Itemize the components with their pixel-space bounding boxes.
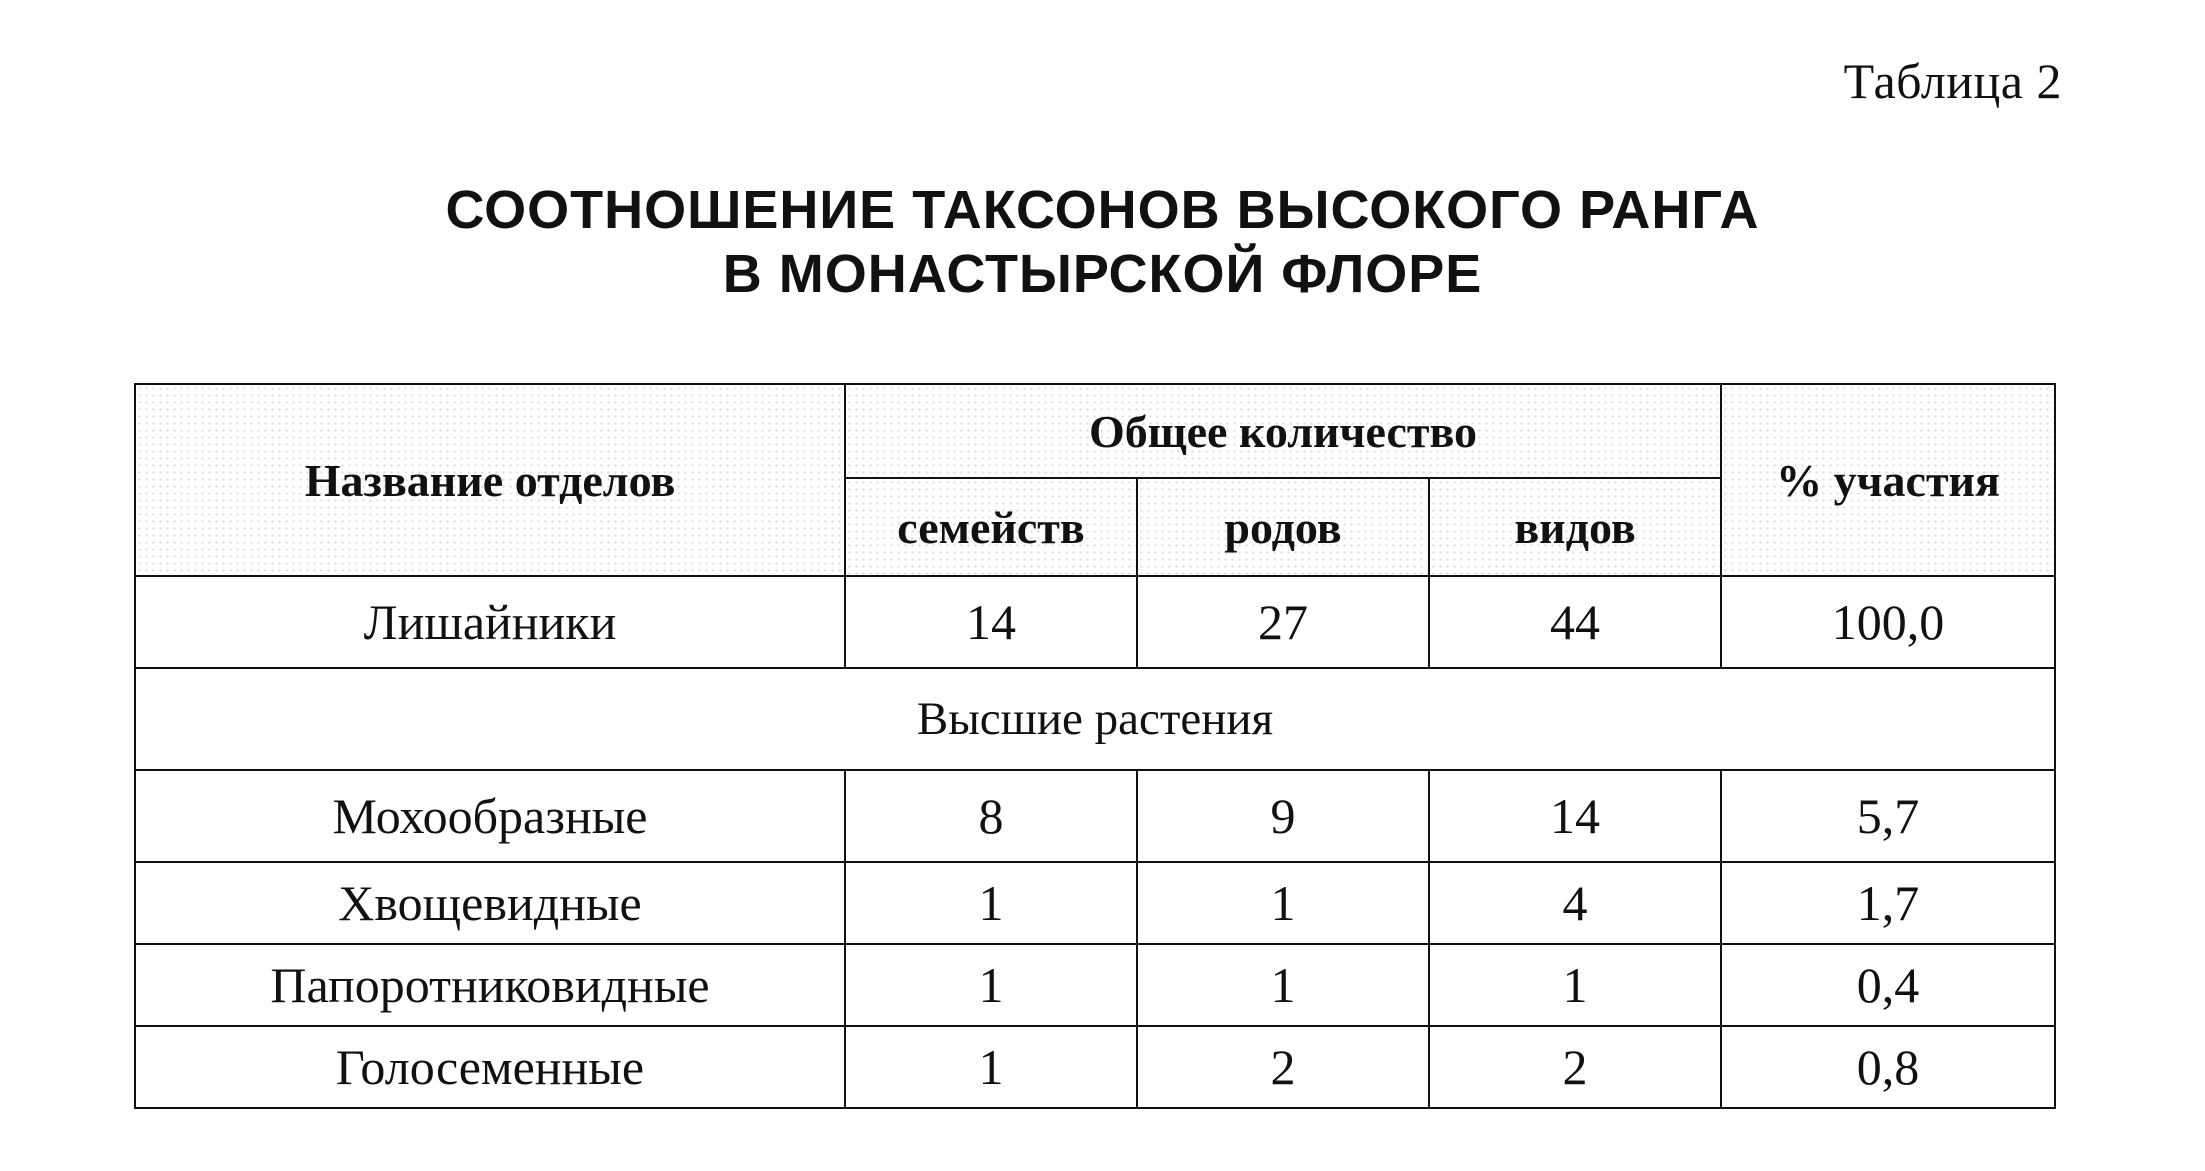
- row-name: Хвощевидные: [135, 862, 845, 944]
- row-families: 8: [845, 770, 1137, 862]
- row-species: 1: [1429, 944, 1721, 1026]
- row-name: Папоротниковидные: [135, 944, 845, 1026]
- header-families: семейств: [845, 478, 1137, 576]
- table-row: [135, 770, 2055, 862]
- row-percent: 100,0: [1721, 576, 2055, 668]
- section-title: Высшие растения: [135, 668, 2055, 770]
- row-species: 44: [1429, 576, 1721, 668]
- section-header-row: [135, 668, 2055, 770]
- header-percent: % участия: [1721, 384, 2055, 576]
- table-row: [135, 944, 2055, 1026]
- row-species: 4: [1429, 862, 1721, 944]
- table-row: [135, 862, 2055, 944]
- table-row: [135, 1026, 2055, 1108]
- row-percent: 5,7: [1721, 770, 2055, 862]
- row-name: Голосеменные: [135, 1026, 845, 1108]
- row-species: 14: [1429, 770, 1721, 862]
- header-species: видов: [1429, 478, 1721, 576]
- header-row-top: [135, 384, 2055, 478]
- table-row: [135, 576, 2055, 668]
- taxa-table: [134, 383, 2056, 1109]
- row-genera: 9: [1137, 770, 1429, 862]
- row-families: 1: [845, 1026, 1137, 1108]
- row-genera: 1: [1137, 862, 1429, 944]
- header-genera: родов: [1137, 478, 1429, 576]
- row-species: 2: [1429, 1026, 1721, 1108]
- row-percent: 1,7: [1721, 862, 2055, 944]
- row-percent: 0,4: [1721, 944, 2055, 1026]
- row-families: 1: [845, 944, 1137, 1026]
- table-title-line-1: СООТНОШЕНИЕ ТАКСОНОВ ВЫСОКОГО РАНГА: [445, 180, 1760, 240]
- row-families: 1: [845, 862, 1137, 944]
- row-percent: 0,8: [1721, 1026, 2055, 1108]
- header-total-count: Общее количество: [845, 384, 1721, 478]
- row-genera: 27: [1137, 576, 1429, 668]
- row-genera: 1: [1137, 944, 1429, 1026]
- row-genera: 2: [1137, 1026, 1429, 1108]
- row-name: Мохообразные: [135, 770, 845, 862]
- table-title-line-2: В МОНАСТЫРСКОЙ ФЛОРЕ: [722, 244, 1483, 304]
- row-name: Лишайники: [135, 576, 845, 668]
- table-number-label: Таблица 2: [1843, 53, 2062, 109]
- row-families: 14: [845, 576, 1137, 668]
- table-title: [0, 178, 2205, 306]
- header-division-name: Название отделов: [135, 384, 845, 576]
